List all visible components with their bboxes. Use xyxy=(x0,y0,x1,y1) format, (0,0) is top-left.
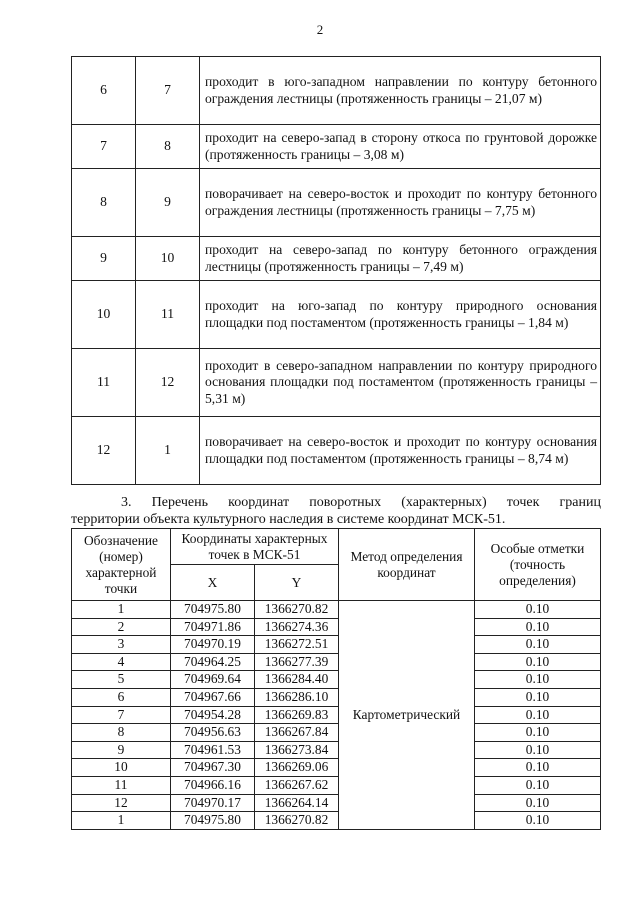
header-point-designation: Обозначение (номер) характерной точки xyxy=(72,529,171,601)
header-coordinates: Координаты характерных точек в МСК-51 xyxy=(171,529,339,565)
coordinate-y: 1366274.36 xyxy=(255,618,339,636)
section-3-heading xyxy=(71,494,601,528)
boundary-row xyxy=(72,169,601,237)
accuracy-value: 0.10 xyxy=(475,724,601,742)
boundary-row xyxy=(72,417,601,485)
coordinate-row xyxy=(72,618,601,636)
boundary-description: проходит на северо-запад по контуру бетонного ограждения лестницы (протяженность границы – 7,49 м) xyxy=(200,237,601,281)
coordinate-row xyxy=(72,741,601,759)
boundary-row xyxy=(72,57,601,125)
coordinate-y: 1366284.40 xyxy=(255,671,339,689)
coordinate-y: 1366272.51 xyxy=(255,636,339,654)
boundary-description: поворачивает на северо-восток и проходит по контуру основания площадки под постаментом (протяженность границы – 8,74 м) xyxy=(200,417,601,485)
accuracy-value: 0.10 xyxy=(475,812,601,830)
boundary-description: проходит в юго-западном направлении по контуру бетонного ограждения лестницы (протяженность границы – 21,07 м) xyxy=(200,57,601,125)
accuracy-value: 0.10 xyxy=(475,776,601,794)
boundary-table-body xyxy=(72,57,601,485)
coordinate-x: 704969.64 xyxy=(171,671,255,689)
coordinate-row xyxy=(72,812,601,830)
point-number: 1 xyxy=(72,812,171,830)
coordinate-row xyxy=(72,724,601,742)
boundary-to-point: 11 xyxy=(136,281,200,349)
boundary-to-point: 9 xyxy=(136,169,200,237)
boundary-description-table xyxy=(71,56,601,485)
point-number: 11 xyxy=(72,776,171,794)
coordinate-y: 1366270.82 xyxy=(255,601,339,619)
coordinate-row xyxy=(72,794,601,812)
coordinate-x: 704970.19 xyxy=(171,636,255,654)
coordinate-row xyxy=(72,653,601,671)
coordinates-table xyxy=(71,528,601,830)
boundary-row xyxy=(72,125,601,169)
page-number: 2 xyxy=(316,22,324,37)
accuracy-value: 0.10 xyxy=(475,794,601,812)
coordinate-x: 704961.53 xyxy=(171,741,255,759)
coordinate-row xyxy=(72,706,601,724)
boundary-row xyxy=(72,349,601,417)
point-number: 12 xyxy=(72,794,171,812)
coordinate-y: 1366270.82 xyxy=(255,812,339,830)
boundary-from-point: 9 xyxy=(72,237,136,281)
coordinate-y: 1366286.10 xyxy=(255,688,339,706)
header-x: X xyxy=(171,565,255,601)
boundary-from-point: 10 xyxy=(72,281,136,349)
coordinate-row xyxy=(72,776,601,794)
accuracy-value: 0.10 xyxy=(475,759,601,777)
coordinate-x: 704975.80 xyxy=(171,812,255,830)
boundary-from-point: 11 xyxy=(72,349,136,417)
boundary-from-point: 12 xyxy=(72,417,136,485)
header-y: Y xyxy=(255,565,339,601)
point-number: 9 xyxy=(72,741,171,759)
accuracy-value: 0.10 xyxy=(475,636,601,654)
boundary-to-point: 7 xyxy=(136,57,200,125)
coordinate-x: 704971.86 xyxy=(171,618,255,636)
point-number: 2 xyxy=(72,618,171,636)
section-3-heading-line2: территории объекта культурного наследия в системе координат МСК-51. xyxy=(71,512,506,527)
coordinate-y: 1366277.39 xyxy=(255,653,339,671)
boundary-description: проходит в северо-западном направлении по контуру природного основания площадки под постаментом (протяженность границы – 5,31 м) xyxy=(200,349,601,417)
coordinate-x: 704970.17 xyxy=(171,794,255,812)
point-number: 5 xyxy=(72,671,171,689)
coordinate-y: 1366269.83 xyxy=(255,706,339,724)
coordinate-row xyxy=(72,636,601,654)
boundary-description: проходит на северо-запад в сторону откоса по грунтовой дорожке (протяженность границы – 3,08 м) xyxy=(200,125,601,169)
accuracy-value: 0.10 xyxy=(475,706,601,724)
accuracy-value: 0.10 xyxy=(475,601,601,619)
boundary-to-point: 12 xyxy=(136,349,200,417)
point-number: 8 xyxy=(72,724,171,742)
coordinate-y: 1366273.84 xyxy=(255,741,339,759)
section-3-heading-line1: 3. Перечень координат поворотных (характерных) точек границ xyxy=(121,495,601,510)
accuracy-value: 0.10 xyxy=(475,618,601,636)
accuracy-value: 0.10 xyxy=(475,653,601,671)
boundary-description: проходит на юго-запад по контуру природного основания площадки под постаментом (протяженность границы – 1,84 м) xyxy=(200,281,601,349)
point-number: 6 xyxy=(72,688,171,706)
coordinates-table-body xyxy=(72,601,601,830)
coordinate-x: 704966.16 xyxy=(171,776,255,794)
header-method: Метод определения координат xyxy=(339,529,475,601)
coordinate-x: 704967.30 xyxy=(171,759,255,777)
point-number: 3 xyxy=(72,636,171,654)
point-number: 4 xyxy=(72,653,171,671)
coordinate-row xyxy=(72,688,601,706)
boundary-from-point: 8 xyxy=(72,169,136,237)
coordinate-x: 704975.80 xyxy=(171,601,255,619)
coordinate-y: 1366267.62 xyxy=(255,776,339,794)
coordinate-x: 704954.28 xyxy=(171,706,255,724)
coordinate-y: 1366264.14 xyxy=(255,794,339,812)
boundary-to-point: 8 xyxy=(136,125,200,169)
coordinates-table-header xyxy=(72,529,601,601)
boundary-description: поворачивает на северо-восток и проходит по контуру бетонного ограждения лестницы (протяженность границы – 7,75 м) xyxy=(200,169,601,237)
coordinate-y: 1366267.84 xyxy=(255,724,339,742)
point-number: 10 xyxy=(72,759,171,777)
boundary-from-point: 7 xyxy=(72,125,136,169)
header-notes: Особые отметки (точность определения) xyxy=(475,529,601,601)
coordinate-y: 1366269.06 xyxy=(255,759,339,777)
coordinate-row xyxy=(72,759,601,777)
accuracy-value: 0.10 xyxy=(475,741,601,759)
boundary-from-point: 6 xyxy=(72,57,136,125)
coordinate-row xyxy=(72,601,601,619)
point-number: 1 xyxy=(72,601,171,619)
coordinate-x: 704956.63 xyxy=(171,724,255,742)
accuracy-value: 0.10 xyxy=(475,688,601,706)
coordinate-x: 704967.66 xyxy=(171,688,255,706)
point-number: 7 xyxy=(72,706,171,724)
boundary-to-point: 1 xyxy=(136,417,200,485)
coordinate-x: 704964.25 xyxy=(171,653,255,671)
method-cell: Картометрический xyxy=(339,601,475,830)
accuracy-value: 0.10 xyxy=(475,671,601,689)
boundary-to-point: 10 xyxy=(136,237,200,281)
boundary-row xyxy=(72,281,601,349)
coordinate-row xyxy=(72,671,601,689)
boundary-row xyxy=(72,237,601,281)
